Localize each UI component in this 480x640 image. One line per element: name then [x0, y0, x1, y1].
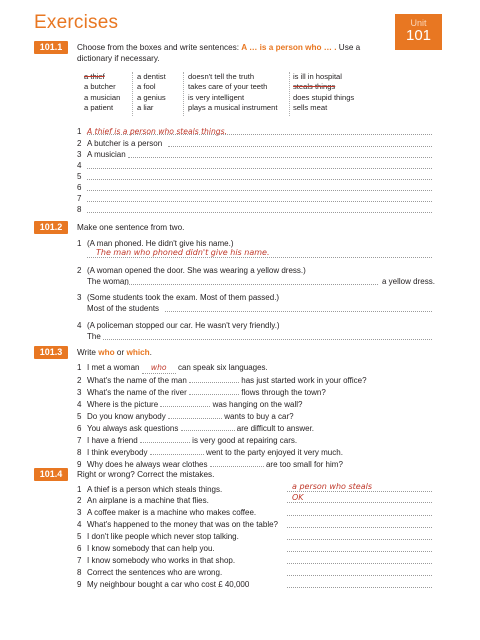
answer-blank[interactable]	[189, 386, 239, 395]
ex3-item-1	[77, 362, 268, 373]
answer-blank[interactable]	[103, 339, 432, 340]
answer-blank[interactable]	[189, 374, 239, 383]
line-number: 3	[77, 150, 82, 159]
answer-blank[interactable]	[87, 168, 432, 169]
word-item: a liar	[137, 103, 154, 113]
instruction-text: Choose from the boxes and write sentences:	[77, 43, 242, 52]
answer-line-5	[77, 171, 87, 182]
item-before: I think everybody	[87, 448, 148, 457]
answer-line-1	[77, 126, 227, 137]
unit-number: 101	[405, 27, 432, 44]
item-sentence: What's happened to the money that was on the table?	[87, 520, 278, 529]
ex4-item-1	[77, 484, 222, 495]
answer-line-3	[77, 149, 126, 160]
item-start: The woman	[87, 277, 129, 286]
line-number: 1	[77, 239, 82, 248]
answer-blank[interactable]	[150, 446, 204, 455]
answer-line-2	[77, 138, 162, 149]
word-item: steals things	[293, 82, 336, 92]
ex3-item-2	[77, 374, 367, 385]
answer-blank[interactable]	[87, 201, 432, 202]
instruction-pattern: A … is a person who … .	[241, 43, 337, 52]
item-after: went to the party enjoyed it very much.	[205, 448, 343, 457]
unit-label: Unit	[410, 18, 427, 28]
answer-blank[interactable]	[87, 257, 432, 258]
line-number: 6	[77, 424, 82, 433]
word-column-3	[188, 72, 277, 114]
item-sentence: A coffee maker is a machine who makes coffee.	[87, 508, 257, 517]
word-item: a dentist	[137, 72, 166, 81]
exercise-1-instruction	[77, 42, 367, 64]
line-prompt: A musician	[87, 150, 126, 159]
ex3-item-9	[77, 458, 343, 469]
word-item: doesn't tell the truth	[188, 72, 255, 81]
item-after: was hanging on the wall?	[212, 400, 303, 409]
page-title: Exercises	[34, 12, 119, 33]
item-before: What's the name of the river	[87, 388, 187, 397]
instruction-text: dictionary if necessary.	[77, 54, 160, 63]
item-prompt: (Some students took the exam. Most of them passed.)	[87, 293, 280, 302]
exercise-number-4: 101.4	[34, 468, 68, 481]
item-start: Most of the students	[87, 304, 160, 313]
item-before: Why does he always wear clothes	[87, 460, 208, 469]
line-number: 8	[77, 568, 82, 577]
answer-blank[interactable]	[287, 539, 432, 540]
word-item: a thief	[84, 72, 105, 81]
answer-blank[interactable]	[87, 212, 432, 213]
word-column-2	[137, 72, 166, 114]
exercise-number-1: 101.1	[34, 41, 68, 54]
item-start: The	[87, 332, 101, 341]
item-end: a yellow dress.	[382, 277, 435, 286]
line-number: 9	[77, 580, 82, 589]
ex4-item-9	[77, 579, 249, 590]
answer-blank[interactable]	[287, 563, 432, 564]
answer-line-8	[77, 204, 87, 215]
item-before: Do you know anybody	[87, 412, 166, 421]
word-item: a musician	[84, 92, 121, 102]
item-after: flows through the town?	[241, 388, 326, 397]
answer-blank[interactable]	[87, 179, 432, 180]
ex3-item-4	[77, 398, 302, 409]
item-before: I met a woman	[87, 363, 140, 372]
answer-blank[interactable]	[124, 284, 378, 285]
item-sentence: An airplane is a machine that flies.	[87, 496, 209, 505]
line-number: 8	[77, 448, 82, 457]
line-number: 7	[77, 436, 82, 445]
ex3-item-6	[77, 422, 314, 433]
line-number: 3	[77, 388, 82, 397]
ex3-item-7	[77, 434, 297, 445]
line-number: 4	[77, 321, 82, 330]
exercise-number-3: 101.3	[34, 346, 68, 359]
item-after: is very good at repairing cars.	[192, 436, 298, 445]
line-number: 2	[77, 266, 82, 275]
word-item: a patient	[84, 103, 114, 113]
line-number: 4	[77, 161, 82, 170]
item-prompt: (A policeman stopped our car. He wasn't very friendly.)	[87, 321, 280, 330]
item-sentence: Correct the sentences who are wrong.	[87, 568, 223, 577]
exercise-3-instruction	[77, 347, 367, 358]
word-item: a fool	[137, 82, 156, 92]
item-sentence: I don't like people which never stop talking.	[87, 532, 239, 541]
item-after: has just started work in your office?	[241, 376, 367, 385]
ex3-item-3	[77, 386, 326, 397]
ex4-item-4	[77, 519, 278, 530]
item-after: wants to buy a car?	[224, 412, 294, 421]
item-before: I have a friend	[87, 436, 138, 445]
answer-line-4	[77, 160, 87, 171]
answer-blank[interactable]	[287, 551, 432, 552]
line-number: 7	[77, 556, 82, 565]
answer-blank[interactable]	[140, 434, 190, 443]
ex4-item-8	[77, 567, 222, 578]
word-column-4	[293, 72, 354, 114]
ex3-item-5	[77, 410, 294, 421]
word-item: sells meat	[293, 103, 328, 113]
line-number: 1	[77, 485, 82, 494]
answer-line-6	[77, 182, 87, 193]
line-number: 8	[77, 205, 82, 214]
answer-blank[interactable]	[287, 515, 432, 516]
instruction-text: Write	[77, 348, 99, 357]
exercise-2-instruction: Make one sentence from two.	[77, 223, 185, 232]
item-sentence: I know somebody that can help you.	[87, 544, 215, 553]
exercise-number-2: 101.2	[34, 221, 68, 234]
word-item: a genius	[137, 92, 166, 102]
answer-blank[interactable]	[168, 146, 432, 147]
unit-tab	[395, 14, 442, 50]
item-prompt: (A man phoned. He didn't give his name.)	[87, 239, 234, 248]
answer-blank[interactable]	[87, 134, 432, 135]
item-after: are too small for him?	[265, 460, 343, 469]
answer-blank[interactable]	[160, 398, 210, 407]
item-prompt: (A woman opened the door. She was wearing a yellow dress.)	[87, 266, 306, 275]
answer-blank[interactable]	[168, 410, 222, 419]
ex2-item-3	[77, 292, 279, 303]
answer-blank[interactable]	[287, 491, 432, 492]
line-number: 7	[77, 194, 82, 203]
answer-blank[interactable]	[287, 502, 432, 503]
line-number: 6	[77, 183, 82, 192]
answer-blank[interactable]	[287, 527, 432, 528]
ex4-item-3	[77, 507, 256, 518]
item-sentence: I know somebody who works in that shop.	[87, 556, 236, 565]
word-item: a butcher	[84, 82, 116, 92]
item-sentence: A thief is a person which steals things.	[87, 485, 223, 494]
item-before: Where is the picture	[87, 400, 159, 409]
answer-blank[interactable]	[165, 311, 432, 312]
answer-blank[interactable]	[287, 587, 432, 588]
item-before: What's the name of the man	[87, 376, 187, 385]
instruction-text: .	[149, 348, 152, 357]
line-number: 4	[77, 400, 82, 409]
answer-blank[interactable]	[181, 422, 235, 431]
line-number: 2	[77, 376, 82, 385]
word-item: is ill in hospital	[293, 72, 342, 81]
line-number: 1	[77, 363, 82, 372]
ex4-item-2	[77, 495, 209, 506]
item-sentence: My neighbour bought a car who cost £ 40,000	[87, 580, 250, 589]
answer-blank[interactable]	[87, 190, 432, 191]
line-number: 6	[77, 544, 82, 553]
line-number: 5	[77, 412, 82, 421]
line-number: 1	[77, 127, 82, 136]
handwritten-answer: a person who steals	[292, 482, 372, 491]
answer-blank[interactable]	[287, 575, 432, 576]
line-number: 9	[77, 460, 82, 469]
line-number: 4	[77, 520, 82, 529]
instruction-which: which	[126, 348, 150, 357]
item-after: can speak six languages.	[177, 363, 268, 372]
line-number: 5	[77, 532, 82, 541]
box-divider	[289, 72, 290, 116]
item-before: You always ask questions	[87, 424, 179, 433]
ex4-item-6	[77, 543, 215, 554]
answer-blank[interactable]	[128, 157, 432, 158]
exercise-4-instruction: Right or wrong? Correct the mistakes.	[77, 470, 215, 479]
line-number: 3	[77, 508, 82, 517]
word-item: is very intelligent	[188, 92, 245, 102]
box-divider	[132, 72, 133, 116]
ex3-item-8	[77, 446, 343, 457]
ex2-item-2	[77, 265, 306, 276]
handwritten-answer: The man who phoned didn't give his name.	[96, 248, 270, 257]
item-after: are difficult to answer.	[236, 424, 315, 433]
word-item: plays a musical instrument	[188, 103, 278, 113]
ex2-item-4	[77, 320, 280, 331]
handwritten-answer: A thief is a person who steals things.	[87, 127, 227, 136]
word-item: takes care of your teeth	[188, 82, 268, 92]
line-prompt: A butcher is a person	[87, 139, 163, 148]
instruction-text: Use a	[336, 43, 361, 52]
box-divider	[183, 72, 184, 116]
answer-line-7	[77, 193, 87, 204]
instruction-text: or	[114, 348, 127, 357]
ex4-item-5	[77, 531, 239, 542]
instruction-who: who	[98, 348, 115, 357]
ex4-item-7	[77, 555, 235, 566]
line-number: 5	[77, 172, 82, 181]
line-number: 2	[77, 496, 82, 505]
line-number: 3	[77, 293, 82, 302]
word-item: does stupid things	[293, 92, 355, 102]
answer-blank[interactable]	[210, 458, 264, 467]
handwritten-answer[interactable]: who	[142, 362, 176, 374]
handwritten-answer: OK	[292, 493, 304, 502]
line-number: 2	[77, 139, 82, 148]
word-column-1	[84, 72, 120, 114]
